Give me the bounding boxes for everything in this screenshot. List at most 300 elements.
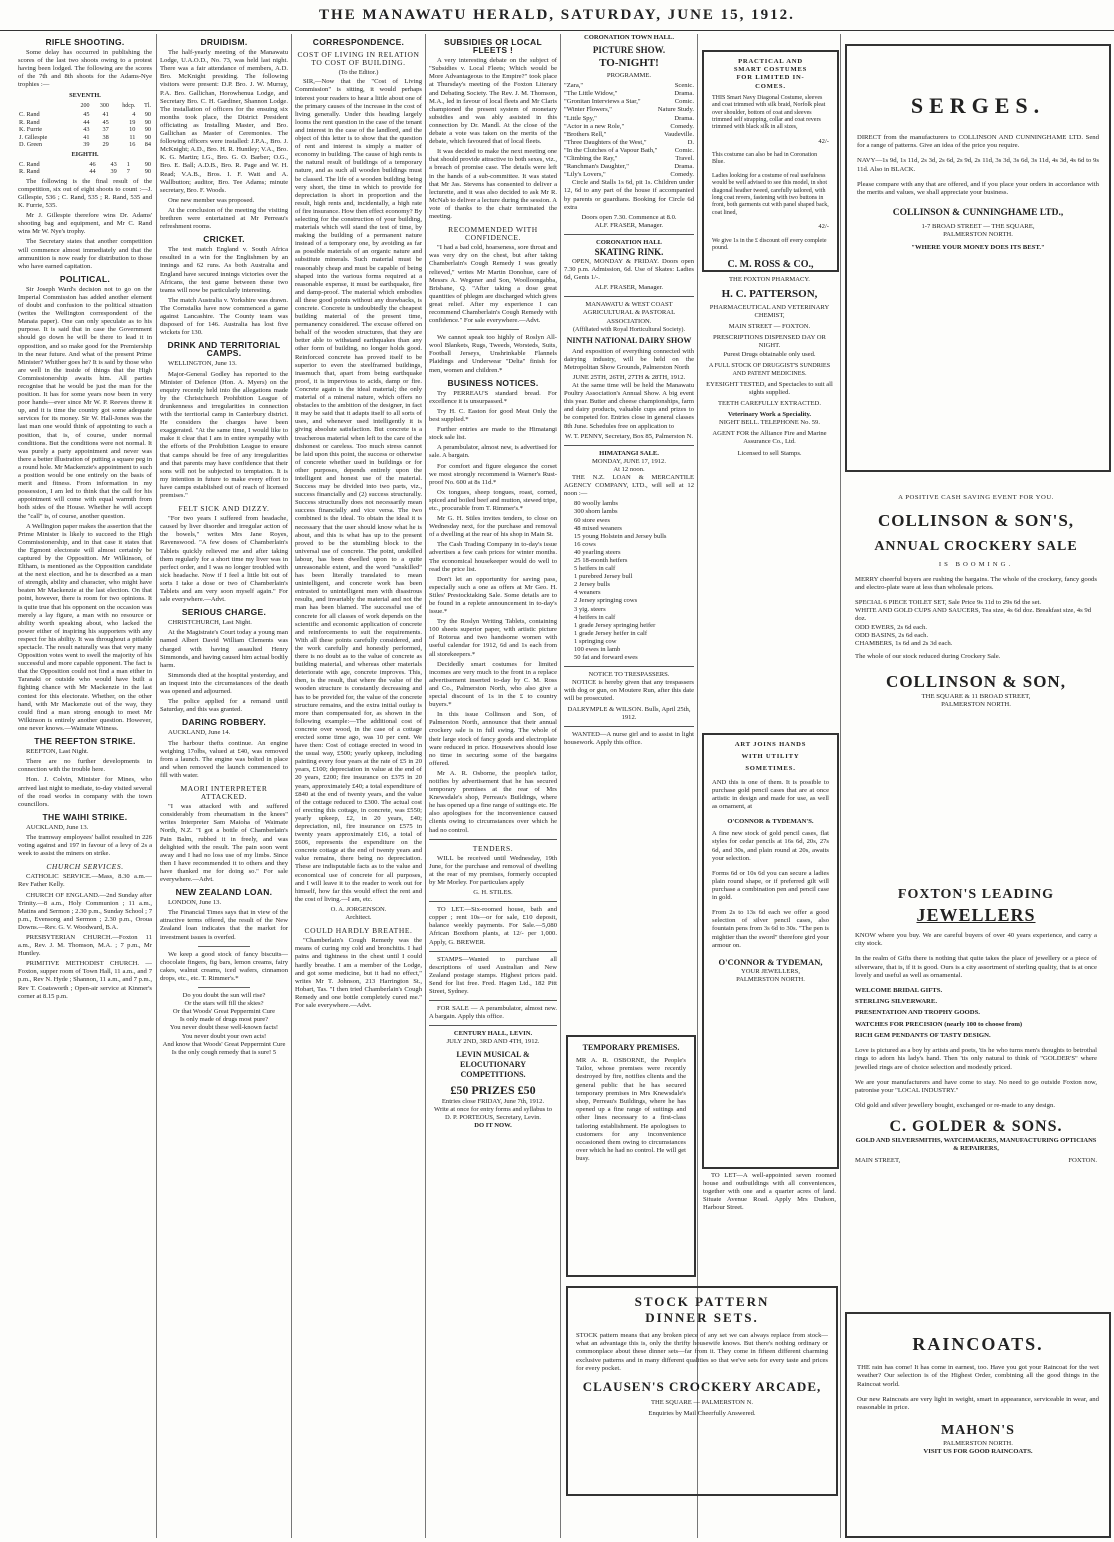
- cricket-p2: The match Australia v. Yorkshire was drawn. The Cornstalks have now commenced a game against Lancashire. The County team was disposed of for 146. Australia has lost five wickets for 130.: [160, 296, 288, 337]
- golder-list: [855, 987, 1097, 1040]
- programme-genre: Drama.: [674, 114, 694, 122]
- score-cell: K. Furrie: [19, 126, 43, 134]
- waihi-p1: The tramway employees' ballot resulted in 226 voting against and 197 in favour of a levy of 2s a week to assist the miners on strike.: [18, 833, 152, 858]
- programme-item: [564, 82, 694, 90]
- letter-signature: O. A. JORGENSON.: [330, 905, 387, 913]
- art-p4: From 2s to 13s 6d each we offer a good selection of silver pencil cases, also fountain pens from 3s 6d to 30s. "The pen is mightier than the sword" therefore gird your armour on.: [712, 909, 829, 949]
- score-cell: 41: [83, 133, 90, 141]
- eighth-label: EIGHTH.: [71, 150, 99, 158]
- score-cell: 1: [126, 160, 130, 168]
- score-row: [18, 168, 152, 176]
- fox-sub: PHARMACEUTICAL AND VETERINARY CHEMIST,: [709, 304, 830, 320]
- coll-city: PALMERSTON NORTH.: [941, 701, 1011, 709]
- church-item: CHURCH OF ENGLAND.—2nd Sunday after Trinity.—8 a.m., Holy Communion ; 11 a.m., Matins and Sermon ; 2.30 p.m., Sunday School ; 7 p.m., Evensong and Sermon ; 2.30 p.m., Oroua Downs.—Rev. G. V. Woodward, B.A.: [18, 891, 152, 931]
- poem-line: Or the stars will fill the skies?: [184, 1000, 264, 1008]
- foxton-pharmacy-ad: [703, 270, 836, 720]
- score-cell: 11: [129, 133, 136, 141]
- poem-line: Is only made of drugs most pure?: [179, 1016, 269, 1024]
- stock-item: 40 yearling steers: [574, 548, 621, 556]
- coll-p2: The whole of our stock reduced during Crockery Sale.: [855, 652, 1001, 660]
- fox-vet: Veterinary Work a Speciality.: [727, 411, 812, 419]
- century-prizes: £50 PRIZES £50: [450, 1082, 536, 1097]
- score-cell: 45: [102, 118, 109, 126]
- score-cell: 16: [129, 141, 136, 149]
- stock-item: 48 mixed weaners: [574, 524, 622, 532]
- score-row: [18, 161, 152, 169]
- serious-p3: The police applied for a remand until Saturday, and this was granted.: [160, 698, 288, 714]
- business-notice: Mr G. H. Stiles invites tenders, to close on Wednesday next, for the purchase and removal of a dwelling at the rear of his shop in Main St.: [429, 515, 557, 539]
- column-rule: [840, 34, 841, 1538]
- druidism-p2: One new member was proposed.: [168, 196, 255, 204]
- fox-presc: PRESCRIPTIONS DISPENSED DAY OR NIGHT.: [713, 334, 826, 350]
- daring-title: DARING ROBBERY.: [182, 717, 266, 728]
- programme-genre: Comedy.: [670, 171, 694, 179]
- coronation-mgr: ALF. FRASER, Manager.: [594, 221, 664, 229]
- poem-line: Is the only cough remedy that is sure! 5: [171, 1048, 277, 1056]
- serges-motto: "WHERE YOUR MONEY DOES ITS BEST.": [911, 243, 1045, 251]
- art-t2: WITH UTILITY: [741, 753, 800, 761]
- tenders-p: WILL be received until Wednesday, 19th June, for the purchase and removal of dwelling at the rear of my premises, formerly occupied by Mr Morley. For particulars apply: [429, 854, 557, 886]
- programme-genre: D.: [687, 138, 694, 146]
- ross-price1: 42/-: [818, 137, 829, 145]
- business-notice: Try the Roslyn Writing Tablets, containing 100 sheets superior paper, with artistic picture of Rotorua and two handsome women with useful calendar for 1912, 6d and 1s each from all storekeepers.*: [429, 618, 557, 658]
- score-cell: 43: [110, 160, 117, 168]
- stock-item: 60 store ewes: [574, 516, 610, 524]
- stock-item: 15 young Holstein and Jersey bulls: [574, 532, 667, 540]
- score-row: [18, 111, 152, 119]
- daring-dateline: AUCKLAND, June 14.: [168, 729, 231, 737]
- stock-item: 1 springing cow: [574, 637, 617, 645]
- subsidies-title: SUBSIDIES OR LOCAL FLEETS !: [444, 37, 542, 56]
- stock-item: 4 weaners: [574, 589, 601, 597]
- rimmer-ad: We keep a good stock of fancy biscuits—chocolate fingers, fig bars, lemon creams, fairy cakes, walnut creams, iced wafers, cinnamon drops, etc., etc. T. Rimmer's.*: [160, 950, 288, 982]
- golder-p5: Old gold and silver jewellery bought, exchanged or re-made to any design.: [855, 1101, 1056, 1109]
- programme-genre: Vaudeville.: [664, 130, 694, 138]
- stock-item: 1 grade Jersey heifer in calf: [574, 629, 648, 637]
- nzloan-p1: The Financial Times says that in view of the attractive terms offered, the result of the New Zealand loan indicates that the market for investment issues is overfed.: [160, 909, 288, 941]
- fox-eyes: EYESIGHT TESTED, and Spectacles to suit all sights supplied.: [706, 380, 833, 396]
- stock-item: 2 Jersey springing cows: [574, 597, 638, 605]
- coronation-programme: PROGRAMME.: [606, 72, 652, 80]
- stock-item: 4 heifers in calf: [574, 613, 616, 621]
- tolet-ad: TO LET.—Six-roomed house, bath and copper ; rent 10s—or for sale, £10 deposit, balance weekly payments. For Sale.—5,080 African Boxthorn plants, at 12/- per 1,000. Apply, G. BREWER.: [429, 906, 557, 946]
- century-sig: D. P. PORTEOUS, Secretary, Levin.: [444, 1113, 542, 1121]
- skating-head: CORONATION HALL: [595, 238, 662, 246]
- business-notice: A perambulator, almost new, is advertised for sale. A bargain.: [429, 444, 557, 460]
- business-notice: The Cash Trading Company in to-day's issue advertises a few cash prices for winter months. The economical housekeeper would do well to read the price list.: [429, 541, 557, 573]
- poem-line: Or that Woods' Great Peppermint Cure: [172, 1008, 276, 1016]
- programme-genre: Comedy.: [670, 122, 694, 130]
- crockery-item: SPECIAL 6 PIECE TOILET SET, Sale Price 9s 11d to 29s 6d the set.: [855, 598, 1042, 606]
- century-p2: Write at once for entry forms and syllabus to: [433, 1105, 553, 1113]
- art-p1: AND this is one of them. It is possible to purchase gold pencil cases that are at once artistic in design and made for use, as well as ornament, at: [712, 778, 829, 811]
- score-cell: D. Green: [19, 141, 43, 149]
- poem-line: And know that Woods' Great Peppermint Cure: [162, 1040, 286, 1048]
- coll-title: ANNUAL CROCKERY SALE: [874, 539, 1078, 555]
- programme-item: [564, 147, 694, 155]
- century-p1: Entries close FRIDAY, June 7th, 1912.: [441, 1097, 545, 1105]
- programme-title: "The Little Widow,": [564, 90, 618, 98]
- fox-pure: Purest Drugs obtainable only used.: [723, 350, 816, 358]
- mahon-raincoats-ad: [845, 1312, 1111, 1538]
- programme-item: [564, 90, 694, 98]
- daring-p1: The harbour thefts continue. An engine weighing 17olbs, valued at £40, was removed from a launch. The engine was bolted in place and when removed the launch commenced to fill with water.: [160, 739, 288, 779]
- stamps-ad: STAMPS—Wanted to purchase all descriptions of used Australian and New Zealand postage stamps. Highest prices paid. Send for list free. Fred. Hagen Ltd., 182 Pitt Street, Sydney.: [429, 955, 557, 996]
- stock-title1: STOCK PATTERN: [634, 1294, 770, 1309]
- cricket-title: CRICKET.: [203, 234, 245, 245]
- collinson-crockery-ad: [845, 488, 1107, 848]
- business-title: BUSINESS NOTICES.: [447, 377, 539, 388]
- score-cell: 90: [144, 118, 151, 126]
- rifle-intro: Some delay has occurred in publishing the scores of the last two shoots owing to a protest having been lodged. The following are the scores of the 7th and 8th shoots for the Adams-Nye trophies :—: [18, 49, 152, 89]
- stock-item: 25 18-month heifers: [574, 556, 628, 564]
- tenders-title: TENDERS.: [472, 843, 514, 853]
- seventh-label: SEVENTH.: [69, 91, 101, 99]
- score-header: hdcp.: [122, 102, 136, 109]
- score-row: [18, 126, 152, 134]
- skating-mgr: ALF. FRASER, Manager.: [594, 284, 664, 292]
- wanted-ad: WANTED—A nurse girl and to assist in light housework. Apply this office.: [564, 730, 694, 746]
- druidism-p3: At the conclusion of the meeting the visiting brethren were entertained at Mr Perreau's refreshment rooms.: [160, 206, 288, 231]
- rifle-p2: Mr J. Gillespie therefore wins Dr. Adams' shooting bag and equipment, and Mr C. Rand wins Mr W. Nye's trophy.: [18, 212, 152, 236]
- trespass-title: NOTICE TO TRESPASSERS.: [588, 671, 670, 679]
- score-cell: R. Rand: [19, 118, 40, 126]
- trespass-sig: DALRYMPLE & WILSON. Bulls, April 25th, 1912.: [567, 705, 691, 721]
- score-cell: 45: [83, 111, 90, 119]
- fox-teeth: TEETH CAREFULLY EXTRACTED.: [718, 400, 821, 408]
- stock-p1: STOCK pattern means that any broken piece of any set we can always replace from stock—what an advantage this is, only the thrifty housewife knows. But there's nothing ordinary or commonplace about these dinner sets—far from it. They come in fifteen different charming exclusive patterns and in many different qualities so that we've sets for every taste and prices for every pocket.: [576, 1332, 828, 1372]
- score-cell: 90: [144, 111, 151, 119]
- church-title: CHURCH SERVICES.: [46, 862, 124, 872]
- poem-line: You never doubt your own acts!: [181, 1032, 267, 1040]
- crockery-item: WHITE AND GOLD CUPS AND SAUCERS, Tea size, 4s 6d doz. Breakfast size, 4s 9d doz.: [855, 607, 1092, 623]
- score-cell: 41: [102, 111, 109, 119]
- serges-p2: NAVY—1s 9d, 1s 11d, 2s 3d, 2s 6d, 2s 9d, 2s 11d, 3s 3d, 3s 6d, 3s 11d, 4s 3d, 4s 6d to 9s 11d. Also in BLACK.: [857, 157, 1099, 173]
- poem-line: Do you doubt the sun will rise?: [182, 992, 266, 1000]
- column-rule: [291, 34, 292, 1538]
- crockery-item: CHAMBERS, 1s 6d and 2s 3d each.: [855, 640, 953, 648]
- stock-item: 5 heifers in calf: [574, 565, 616, 573]
- score-cell: 90: [144, 160, 151, 168]
- church-item: CATHOLIC SERVICE.—Mass, 8.30 a.m.—Rev Father Kelly.: [18, 873, 152, 889]
- felt-p1: "For two years I suffered from headache, caused by liver disorder and irregular action of the bowels," writes Mrs Jane Royes, Ravenswood. "A few doses of Chamberlain's Tablets quickly relieved me and after taking them regularly for a short time my liver was in perfect order, and I was no longer troubled with sick headache. Now if I feel a little bit out of sorts I take a dose or two of Chamberlain's Tablets and am very soon myself again." For sale everywhere.—Advt.: [160, 515, 288, 604]
- score-cell: 39: [110, 168, 117, 176]
- art-name1: O'CONNOR & TYDEMAN'S.: [727, 818, 814, 826]
- score-row: [18, 134, 152, 142]
- mahon-city: PALMERSTON NORTH.: [943, 1440, 1013, 1448]
- golder-addr-r: FOXTON.: [1068, 1157, 1097, 1165]
- letter-title: COST OF LIVING IN RELATION TO COST OF BUILDING.: [297, 50, 420, 68]
- score-cell: 44: [89, 168, 96, 176]
- fox-agent: AGENT FOR the Alliance Fire and Marine Assurance Co., Ltd.: [712, 430, 827, 446]
- score-cell: C. Rand: [19, 160, 40, 168]
- programme-title: "Gronitan Interviews a Star,": [564, 98, 641, 106]
- score-cell: 90: [144, 168, 151, 176]
- golder-p1: KNOW where you buy. We are careful buyers of over 40 years experience, and carry a city stock.: [855, 932, 1097, 948]
- ross-p4: We give 1s in the £ discount off every complete pound.: [712, 237, 827, 251]
- reefton-title: THE REEFTON STRIKE.: [34, 736, 136, 747]
- reefton-p2: Hon. J. Colvin, Minister for Mines, who arrived last night to mediate, to-day visited several of the road works in company with the town councillors.: [18, 776, 152, 808]
- temp-p1: MR A. R. OSBORNE, the People's Tailor, whose premises were recently destroyed by fire, notifies clients and the general public that he has secured temporary premises in Mrs Knewsdale's shop, Perreau's Buildings, where he has opened up a fine range of suitings and other lines necessary to a first-class tailoring establishment. He apologises to customers for any inconvenience occasioned them owing to circumstances over which he had no control. He will get busy.: [576, 1057, 686, 1163]
- century-doit: DO IT NOW.: [474, 1121, 512, 1129]
- score-header: 300: [99, 102, 109, 109]
- fox-name: H. C. PATTERSON,: [721, 288, 818, 301]
- church-list: [18, 873, 152, 1000]
- rec-title: RECOMMENDED WITH CONFIDENCE.: [448, 225, 538, 243]
- skating-p1: OPEN, MONDAY & FRIDAY. Doors open 7.30 p.m. Admission, 6d. Use of Skates: Ladies 6d, Gents 1/-.: [564, 257, 694, 282]
- could-p: "Chamberlain's Cough Remedy was the means of curing my cold and bronchitis. I had pains and tightness in the chest until I could hardly breathe. I am a member of the Lodge, and got some medicine, but it had no effect," writes Mr T. Johnson, 213 Harrington St., Hobart, Tas. "I then tried Chamberlain's Cough Remedy and one bottle completely cured me." For sale everywhere.—Advt.: [295, 937, 422, 1009]
- coronation-show: PICTURE SHOW.: [592, 45, 666, 56]
- fox-night: NIGHT BELL. TELEPHONE No. 59.: [718, 419, 821, 427]
- coll-name2: COLLINSON & SON,: [886, 671, 1066, 691]
- poem: [160, 992, 288, 1057]
- tolet-house-ad: [703, 1172, 836, 1272]
- score-cell: 38: [102, 133, 109, 141]
- ross-t3: FOR LIMITED IN-: [736, 74, 805, 82]
- church-item: PRESBYTERIAN CHURCH.—Foxton 11 a.m., Rev. J. M. Thomson, M.A. ; 7 p.m., Mr Huntley.: [18, 934, 152, 958]
- score-row: [18, 141, 152, 149]
- score-cell: 29: [102, 141, 109, 149]
- serious-p1: At the Magistrate's Court today a young man named Albert David William Clements was charged with having assaulted Henry Simmonds, and having caused him actual bodily harm.: [160, 629, 288, 669]
- business-notice: Don't let an opportunity for saving pass, especially such a one as offers at Mr Geo. H. Stiles' Prestocktaking Sale. Some details are to be found in a replete announcement in to-day's issue.*: [429, 575, 557, 616]
- himatangi-date: MONDAY, JUNE 17, 1912.: [591, 457, 666, 465]
- druidism-p1: The half-yearly meeting of the Manawatu Lodge, U.A.O.D., No. 73, was held last night. There was a fair attendance of members, A.D. Bro. McKnight presiding. The following visitors were present: D.P. Bro. J. W. Murray, P.A. Bro. Gallichan, Horowhenua Lodge, and Secretary Bro. C. H. Gardiner, Shannon Lodge. The installation of officers for the ensuing six months took place, the District President officiating as Installing Master, and Bro. Gallichan as Master of Ceremonies. The following officers were installed: J.P.A., Bro. J. McKnight; A.D., Bro. H. R. Huntley; V.A., Bro. K. G. Martin; I.G., Bro. G. O. Barber; O.G., Bro. E. Ball; A.D.B., Bro. R. Page and W. H. Read; V.A.B., Bros. I. F. Watt and A. Wallbutton; auditor, Bro. Tee Adams; minute secretary, Bro. F. Woods.: [160, 49, 288, 194]
- column-1: [18, 34, 152, 1538]
- programme-genre: Drama.: [674, 90, 694, 98]
- letter-body: SIR,—Now that the "Cost of Living Commission" is sitting, it would perhaps interest your readers to hear a little about one of the primary causes of the increase in the cost of living generally. Under this heading largely looms the rent question in the case of the tenant and interest in the case of the landlord, and the object of this letter is to show that the question of rent and interest is simply a matter of economy in building. The cause of high rents is the natural result of buildings of a temporary nature, and as such all wooden buildings must be classed. The life of a wooden building being very short, the time in which to provide for depreciation is short in proportion and the result, high rents and, incidentally, a high rate of fire insurance. How then effect economy? By selecting for the construction of your building, materials which will stand the test of time, by making the building of a permanent nature instead of a temporary one, by avoiding as far as possible materials of an organic nature and substitute minerals. Such material must be reasonably cheap and must be capable of being shaped into the various forms required at a reasonable expense, it must be earthquake, fire and damp-proof. The material which embodies all these good points without any drawbacks, is concrete. Concrete is undoubtedly the cheapest building material of the present time, permanency considered. The excuse offered on behalf of the wooden structures, that they are better able to withstand earthquakes than any other form of building, no longer holds good. Reinforced concrete has proved itself to be superior to even the steelframed buildings, inasmuch that, apart from being earthquake proof, it is impervious to acids, damp or fire. Concrete again is the ideal material; the only material of a mineral nature, which offers no obstacles to the ambition of the designer, in fact it may be said that it adapts itself to all sorts of uses, and whenever used intelligently it is giving absolute satisfaction. But concrete is a treacherous material when left to the care of the dishonest or careless. Too much stress cannot be laid upon this point, the success or otherwise of concrete whether used in buildings or for other purposes, depends entirely upon the intelligent and honest use of the material. Success may be divided into two parts, viz., success financially and (2) success structurally. Success structurally does not necessarily mean success financially and vice versa. The two combined is the ideal. To obtain the ideal it is necessary that the user should know what he is about, and this is what has up to the present proved to be the stumbling block to the universal use of concrete. The point, unskilled labour, has been dwelled upon to a quite unreasonable extent, and the word "unskilled" has been literally translated to mean unintelligent, and concrete work has been entrusted to unintelligent men with disastrous results, and invariably the material and not the man has been blamed. The successful use of concrete for all classes of work depends on the scientific and economic application of concrete and reinforcements to suit the requirements. With all these points carefully considered, and the work carefully and honestly performed, there is no doubt as to the value of concrete as building material, and whereas other materials deteriorate with age, concrete improves. This, then, is the result, that where the value of the wooden structure is constantly decreasing and has to be provided for, the value of the concrete structure remains, and the extra initial outlay is more than compensated for, as shown in the following example:—The additional cost of concrete over wood, in the case of a cottage erected some time ago, was 10 per cent. We have then: Cost of cottage erected in wood in the usual way, £500; yearly upkeep, including painting every four years at the rate of £5 in 20 years, £100; depreciation in value at the end of 20 years, £200; fire insurance on £375 in 20 years, approximately £40; a total expenditure of £840 at the end of twenty years, and the value of the cottage reduced to £300. The actual cost of erecting this cottage, in concrete, was £550; yearly upkeep, £2, in 20 years, £40; depreciation, nil, fire insurance on £575 in twenty years approximately £16, a total of £606, represents the expenditure on the concrete cottage at the end of twenty years and value remains, there being no depreciation. These are indisputable facts as to the value and economical use of concrete for all purposes, and I will leave it to the reader to work out for himself, how far this would effect the rent and the cost of living.—I am, etc.: [295, 78, 422, 903]
- political-p1: Sir Joseph Ward's decision not to go on the Imperial Commission has added another element of doubt and confusion to the political situation (writes the Wellington correspondent of the Manaia paper). One can only speculate as to his purpose. It is said that in case the Government should go down he will be there to lead it in opposition, and so make good for the Premiership in the near future. And what of the present Prime Minister? Whither goes he? It is said by those who are well in the inside of things that the High Commissionership awaits him. All parties recognise that he would be just the man for the position. It has for some years now been in very poor hands—ever since Mr W. P. Reeves threw it up, and it is time the country got some adequate services for its money. Sir W. Hall-Jones was the last man one would think of appointing to such a position, that is, of course, under normal conditions. But the conditions were not normal. It was purely a party appointment and never was there a better illustration of putting a square peg in a round hole. Mr Mackenzie's appointment to such a position would be one entirely on the basis of merit and fitness. From information in my possession, I am led to think that the call for his appointment will come with equal warmth from both sides of the House. Whether he will accept the "call" is, of course, another question.: [18, 285, 152, 520]
- to-editor: (To the Editor.): [338, 69, 379, 77]
- fox-head: THE FOXTON PHARMACY.: [729, 276, 810, 283]
- programme-title: "Winter Flowers,": [564, 106, 612, 114]
- oconnor-tydeman-ad: [702, 733, 839, 1169]
- stock-addr: THE SQUARE — PALMERSTON N.: [650, 1399, 754, 1407]
- score-cell: 37: [102, 126, 109, 134]
- dairy-assoc: MANAWATU & WEST COAST AGRICULTURAL & PASTORAL ASSOCIATION.: [582, 301, 676, 325]
- rifle-title: RIFLE SHOOTING.: [45, 37, 125, 47]
- rec-p: "I had a bad cold, hoarseness, sore throat and was very dry on the chest, but after taking Chamberlain's Cough Remedy I was greatly relieved," writes Mr Martin Donohue, care of Messrs A. Wegener and Son, Woolloongabba, Brisbane, Q. "After taking a dose great quantities of phlegm are discharged which gives great relief. After my experience I can recommend Chamberlain's Cough Remedy with confidence." For sale everywhere.—Advt.: [429, 244, 557, 325]
- ross-t2: SMART COSTUMES: [733, 66, 808, 74]
- golder-address: [855, 1157, 1097, 1165]
- programme-title: "Lily's Lovers,": [564, 171, 606, 179]
- serges-p3: Please compare with any that are offered, and if you place your orders in accordance with the merits and values, we shall appreciate your business.: [857, 180, 1099, 196]
- mahon-title: RAINCOATS.: [912, 1334, 1044, 1354]
- ross-name: C. M. ROSS & CO.,: [727, 259, 814, 271]
- golder-item: STERLING SILVERWARE.: [855, 998, 938, 1006]
- cricket-p1: The test match England v. South Africa resulted in a win for the Englishmen by an innings and 62 runs. As both Australia and England have secured innings victories over the Africans, the test game between these two teams will now be particularly interesting.: [160, 246, 288, 294]
- column-rule: [156, 34, 157, 1538]
- forsale-ad: FOR SALE — A perambulator, almost new. A bargain. Apply this office.: [429, 1005, 557, 1021]
- coll-addr: THE SQUARE & 11 BROAD STREET,: [921, 692, 1031, 700]
- golder-addr-l: MAIN STREET,: [855, 1157, 901, 1165]
- golder-p2: In the realm of Gifts there is nothing that quite takes the place of jewellery or a piece of silverware, that is, if it is good. Ours is a city assortment of sterling quality, that is at once lovely and useful as well as ornamental.: [855, 955, 1097, 979]
- stock-item: 3 yig. steers: [574, 605, 606, 613]
- political-p2: A Wellington paper makes the assertion that the Prime Minister is likely to succeed to the High Commissionership, and in that case it states that the Egmont electorate will almost certainly be captured by the Opposition. Mr Wilkinson, of Eltham, is mentioned as the Opposition candidate at the next election, and he is described as a man of strength, ability and character, who might have beaten Mr Mackenzie at the last election. On that point, however, there is room for two opinions. It is quite true that his opponent on the occasion was merely a lay figure, a man with no resource or ability worth speaking about, who lacked the power either of inspiring his supporters with any respect for his ability. It was throughout a pitiable spectacle. The result naturally was that very many Opposition votes went to swell the majority of his successful and more capable opponent. The fact is that the Opposition could not find a man either in Taranaki or outside who would have built a fighting chance with Mr Mackenzie in the last contest for this electorate. Whether, on the other hand, with Mr Mackenzie out of the way, they could find a man strong enough to meet Mr Wilkinson is entirely another question. However, one never knows.—Waimate Witness.: [18, 522, 152, 732]
- programme-genre: Comic.: [674, 146, 694, 154]
- stock-item: 50 fat and forward ewes: [574, 654, 638, 662]
- serges-name: COLLINSON & CUNNINGHAME LTD.,: [892, 208, 1064, 219]
- programme-title: "Actor in a new Role,": [564, 122, 625, 130]
- programme-item: [564, 106, 694, 114]
- scores-seventh: [18, 102, 152, 149]
- score-row: [18, 119, 152, 127]
- temp-title: TEMPORARY PREMISES.: [582, 1043, 680, 1052]
- business-notice: For comfort and figure elegance the corset we most strongly recommend is Warner's Rust-proof No. 600 at 8s 11d.*: [429, 462, 557, 486]
- business-notice: Decidedly smart costumes for limited incomes are very much to the front in a replace advertisement inserted to-day by C. M. Ross and Co., Palmerston North, who also give a special discount of 1s in the £ to country buyers.*: [429, 660, 557, 709]
- serges-addr: 1-7 BROAD STREET — THE SQUARE,: [921, 223, 1035, 231]
- serges-title: SERGES.: [910, 93, 1046, 118]
- mahon-visit: VISIT US FOR GOOD RAINCOATS.: [923, 1448, 1033, 1456]
- score-cell: J. Gillespie: [19, 133, 48, 141]
- business-list: [429, 390, 557, 835]
- crockery-item: ODD EWERS, 2s 6d each.: [855, 623, 928, 631]
- dairy-dates: JUNE 25TH, 26TH, 27TH & 28TH, 1912.: [572, 374, 686, 381]
- art-name2: O'CONNOR & TYDEMAN,: [718, 956, 823, 967]
- column-4: [429, 34, 557, 1538]
- drink-dateline: WELLINGTON, June 13.: [168, 360, 237, 368]
- programme-genre: Scenic.: [674, 82, 694, 90]
- rifle-final: The following is the final result of the competition, six out of eight shoots to count :—J. Gillespie, 536 ; C. Rand, 535 ; R. Rand, 535 and K. Furrie, 535.: [18, 177, 152, 210]
- century-title: LEVIN MUSICAL & ELOCUTIONARY COMPETITIONS.: [456, 1049, 530, 1079]
- golder-t2: JEWELLERS: [916, 905, 1036, 925]
- ross-t4: COMES.: [755, 82, 786, 90]
- correspondence-title: CORRESPONDENCE.: [312, 37, 405, 47]
- art-addr: PALMERSTON NORTH.: [736, 975, 805, 983]
- programme-item: [564, 155, 694, 163]
- coll-p0: A POSITIVE CASH SAVING EVENT FOR YOU.: [898, 494, 1054, 501]
- drink-p1: Major-General Godley has reported to the Minister of Defence (Hon. A. Myers) on the enquiry recently held into the allegations made by the Christchurch Prohibition League of drunkenness and irregularities in connection with the territorial camp in Canterbury district. He considers the charges have been exaggerated. "At the same time, I would like to make it clear that I am in entire sympathy with the efforts of the Prohibition League to ensure that camps should be free of any irregularities and that parents may have confidence that their sons will not be subjected to temptation. It is my intention in future to make every effort to have camps established out of reach of licensed premises.": [160, 370, 288, 499]
- waihi-dateline: AUCKLAND, June 13.: [26, 823, 89, 831]
- dinner-sets-ad: [566, 1286, 838, 1496]
- score-cell: 19: [129, 118, 136, 126]
- stock-title2: DINNER SETS.: [645, 1310, 759, 1325]
- business-notice: Mr A. R. Osborne, the people's tailor, notifies by advertisement that he has secured temporary premises at the rear of Mrs Knewsdale's shop, Perreau's Buildings, where he has opened up a fine range of suitings etc. He also apologises for the inconvenience caused clients owing to circumstances over which he had no control.: [429, 769, 557, 834]
- art-sub: YOUR JEWELLERS,: [741, 967, 800, 975]
- programme-title: "Climbing the Ray,": [564, 155, 618, 163]
- ross-p2: This costume can also be had in Coronation Blue.: [712, 152, 818, 166]
- programme-genre: Comic.: [674, 98, 694, 106]
- dairy-title: NINTH NATIONAL DAIRY SHOW: [566, 335, 692, 345]
- programme-title: "Ranchman's Daughter,": [564, 163, 629, 171]
- stock-item: 300 shorn lambs: [574, 508, 618, 516]
- skating-title: SKATING RINK.: [594, 246, 664, 257]
- poem-line: You never doubt these well-known facts!: [169, 1024, 279, 1032]
- art-t1: ART JOINS HANDS: [734, 741, 807, 748]
- business-notice: Try H. C. Easton for good Meat Only the best supplied.*: [429, 407, 557, 424]
- business-notice: Further entries are made to the Himatangi stock sale list.: [429, 426, 557, 442]
- stock-item: 1 purebred Jersey bull: [574, 573, 633, 581]
- trespass-p1: NOTICE is hereby given that any trespassers with dog or gun, on Moutere Run, after this date will be prosecuted.: [564, 679, 694, 703]
- could-title: COULD HARDLY BREATHE.: [304, 926, 413, 936]
- ross-t1: PRACTICAL AND: [738, 58, 803, 65]
- stock-item: 16 cows: [574, 540, 596, 548]
- mahon-p2: Our new Raincoats are very light in weight, smart in appearance, serviceable in wear, and reasonable in price.: [857, 1395, 1099, 1411]
- art-p3: Forms 6d or 10s 6d you can secure a ladies plain round shape, or if preferred gilt will purchase a combination pen and pencil case in gold.: [712, 869, 829, 902]
- score-cell: C. Rand: [19, 111, 40, 119]
- stock-item: 2 Jersey bulls: [574, 581, 610, 589]
- programme-title: "Three Daughters of the West,": [564, 138, 647, 146]
- column-2: [160, 34, 288, 1538]
- score-cell: 90: [144, 133, 151, 141]
- stock-mail: Enquiries by Mail Cheerfully Answered.: [648, 1410, 756, 1418]
- subsidies-p2: It was decided to make the next meeting one that should provide attractive to both sexes, viz., a breach of promise case. The details were left in the hands of a sub-committee. It was stated that Mr Jas. Stevens has consented to deliver a lecturette, and it was also decided to ask Mr R. McNab to deliver a lecture during the session. A vote of thanks to the chair terminated the meeting.: [429, 148, 557, 220]
- score-cell: 39: [83, 141, 90, 149]
- druidism-title: DRUIDISM.: [200, 37, 248, 47]
- crockery-item: ODD BASINS, 2s 6d each.: [855, 632, 929, 640]
- golder-name: C. GOLDER & SONS.: [889, 1117, 1063, 1135]
- column-rule: [425, 34, 426, 1538]
- himatangi-title: HIMATANGI SALE.: [599, 449, 659, 457]
- score-header: [18, 102, 71, 112]
- programme-item: [564, 139, 694, 147]
- golder-jewellers-ad: [845, 880, 1107, 1292]
- nzloan-title: NEW ZEALAND LOAN.: [175, 887, 273, 898]
- coronation-tonight: TO-NIGHT!: [599, 57, 659, 70]
- programme-genre: Drama.: [674, 163, 694, 171]
- column-rule: [560, 34, 561, 1538]
- stock-item: 100 ewes in lamb: [574, 646, 621, 653]
- score-cell: 90: [144, 126, 151, 134]
- political-title: POLITICAL.: [59, 273, 111, 284]
- business-notice: In this issue Collinson and Son, of Palmerston North, announce that their annual crockery sale is in full swing. The whole of their large stock of fancy goods and electroplate ware reduced in price. Housewives should lose no time in securing some of the bargains offered.: [429, 711, 557, 767]
- ross-p1: THIS Smart Navy Diagonal Costume, sleeves and coat trimmed with silk braid, Norfolk pleat over shoulder, bottom of coat and sleeves trimmed self strapping, collar and coat revers trimmed with black silk in all sizes,: [712, 94, 826, 131]
- church-item: PRIMITIVE METHODIST CHURCH. — Foxton, supper room of Town Hall, 11 a.m., and 7 p.m., Rev N. Hyde ; Shannon, 11 a.m., and 7 p.m., Rev T. Coatsworth ; Open-air service at Kinmer's corner at 8.15 p.m.: [18, 960, 152, 1000]
- score-cell: 84: [144, 141, 151, 149]
- programme-item: [564, 131, 694, 139]
- programme-list: [564, 82, 694, 179]
- ross-price2: 42/-: [818, 223, 829, 231]
- ross-costumes-ad: [702, 50, 839, 272]
- ross-p3: Ladies looking for a costume of real usefulness would be well advised to see this model, in shot diagonal heather tweed, carefully tailored, with long coat revers, fastening with two buttons in front, both garments cut with panel shaped back, coat lined,: [712, 172, 829, 216]
- serious-dateline: CHRISTCHURCH, Last Night.: [168, 619, 252, 627]
- dairy-p1: And exposition of everything connected with dairying industry, will be held on the Metropolitan Show Grounds, Palmerston North: [564, 347, 694, 371]
- stock-name: CLAUSEN'S CROCKERY ARCADE,: [582, 1379, 822, 1395]
- dairy-sig: W. T. PENNY, Secretary, Box 85, Palmerston N.: [564, 432, 694, 440]
- rifle-p3: The Secretary states that another competition will commence almost immediately and that the ammunition is now ready for distribution to those who have earned capitation.: [18, 238, 152, 270]
- programme-item: [564, 123, 694, 131]
- century-head: CENTURY HALL, LEVIN.: [453, 1030, 533, 1038]
- tenders-sig: G. H. STILES.: [473, 889, 513, 897]
- score-cell: 43: [83, 126, 90, 134]
- himatangi-p1: THE N.Z. LOAN & MERCANTILE AGENCY COMPANY, LTD., will sell at 12 noon :—: [564, 474, 694, 498]
- programme-genre: Travel.: [675, 155, 694, 163]
- programme-item: [564, 163, 694, 171]
- art-p2: A fine new stock of gold pencil cases, flat styles for cedar pencils at 16s 6d, 20s, 27s 6d, and 30s, and plain round at 20s, awaits your selection.: [712, 830, 829, 862]
- golder-t1: FOXTON'S LEADING: [897, 887, 1055, 902]
- programme-title: "Zara,": [564, 82, 584, 90]
- himatangi-time: At 12 noon.: [613, 465, 645, 473]
- stock-item: 80 woolly lambs: [574, 500, 618, 508]
- dairy-affil: (Affiliated with Royal Horticultural Society).: [572, 325, 686, 333]
- business-notice: Try PERREAU'S standard bread. For excellence it is unsurpassed.*: [429, 389, 557, 405]
- stock-item: 1 grade Jersey springing heifer: [574, 621, 656, 629]
- waihi-title: THE WAIHI STRIKE.: [42, 811, 128, 822]
- coronation-prices: Circle and Stalls 1s 6d, pit 1s. Children under 12, 6d to any part of the house if accompanied by parents or guardians. Booking for Circle 6d extra: [564, 179, 694, 211]
- dairy-p2: At the same time will be held the Manawatu Poultry Association's Annual Show. A big event this year. Butter and cheese championships, farm and dairy products, valuable cups and prizes to be competed for. Entries close in general classes 8th June. Schedules free on application to: [564, 382, 694, 430]
- golder-sub: GOLD AND SILVERSMITHS, WATCHMAKERS, MANUFACTURING OPTICIANS & REPAIRERS,: [855, 1136, 1097, 1153]
- programme-genre: Nature Study.: [657, 106, 694, 114]
- mahon-p1: THE rain has come! It has come in earnest, too. Have you got your Raincoat for the wet weather? Our selection is of the Highest Order, combining all the good things in the Raincoat world.: [857, 1364, 1099, 1388]
- coronation-doors: Doors open 7.30. Commence at 8.0.: [581, 213, 677, 221]
- score-cell: R. Rand: [19, 168, 40, 176]
- maori-title: MAORI INTERPRETER ATTACKED.: [180, 783, 268, 802]
- programme-title: "Little Spy,": [564, 114, 597, 122]
- reefton-p1: There are no further developments in connection with the trouble here.: [18, 758, 152, 774]
- score-header: Tl.: [144, 102, 151, 109]
- golder-p4: We are your manufacturers and have come to stay. No need to go outside Foxton now, patronise your "LOCAL INDUSTRY.": [855, 1078, 1097, 1094]
- column-3: [295, 34, 422, 1538]
- fox-stock: A FULL STOCK OF DRUGGIST'S SUNDRIES AND PATENT MEDICINES.: [708, 361, 831, 377]
